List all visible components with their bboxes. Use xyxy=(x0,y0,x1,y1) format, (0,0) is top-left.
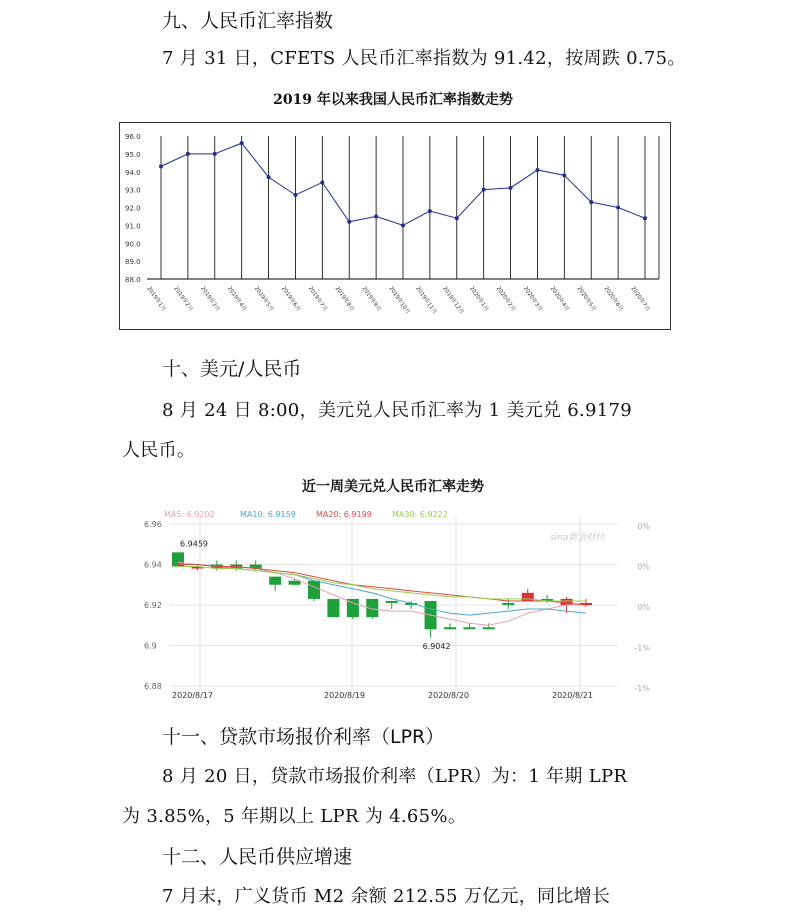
chart1-xtick-label: 2019年1月 xyxy=(145,285,167,313)
chart1-point xyxy=(213,152,217,156)
chart2-watermark: sina新浪财经 xyxy=(550,533,605,543)
chart1-point xyxy=(159,164,163,168)
chart1-ytick-label: 91.0 xyxy=(125,222,141,231)
chart2-low-annotation: 6.9042 xyxy=(422,641,451,651)
chart1-xtick-label: 2019年6月 xyxy=(279,285,302,313)
paragraph-lpr-line1: 8 月 20 日，贷款市场报价利率（LPR）为：1 年期 LPR xyxy=(162,766,628,787)
chart2-candle-body xyxy=(269,577,281,585)
chart1-point xyxy=(482,188,486,192)
usdcny-candlestick-chart xyxy=(140,500,680,700)
chart2-pct-label: 0% xyxy=(637,562,650,572)
chart2-ytick-label: 6.9 xyxy=(144,641,157,651)
chart2-candle-body xyxy=(483,627,495,629)
chart2-candle-body xyxy=(386,601,398,603)
chart1-point xyxy=(535,168,539,172)
chart2-xtick-label: 2020/8/21 xyxy=(552,691,594,700)
chart2-ytick-label: 6.88 xyxy=(144,682,162,691)
chart1-ytick-label: 89.0 xyxy=(125,258,141,267)
chart1-ytick-label: 92.0 xyxy=(125,204,141,213)
chart1-xtick-label: 2019年5月 xyxy=(252,285,275,313)
chart2-title: 近一周美元兑人民币汇率走势 xyxy=(302,479,484,495)
chart1-ytick-label: 90.0 xyxy=(125,240,141,249)
chart2-candle-body xyxy=(561,599,573,605)
chart1-xtick-label: 2019年7月 xyxy=(306,285,328,313)
chart1-xtick-label: 2020年4月 xyxy=(548,285,570,313)
chart1-xtick-label: 2019年4月 xyxy=(226,285,248,313)
chart2-xtick-label: 2020/8/20 xyxy=(428,691,470,700)
chart1-point xyxy=(320,180,324,184)
chart1-point xyxy=(401,223,405,227)
chart1-xtick-label: 2019年8月 xyxy=(333,285,355,313)
chart1-ytick-label: 93.0 xyxy=(125,186,141,195)
chart1-point xyxy=(589,200,593,204)
chart2-legend-ma10: MA10: 6.9159 xyxy=(240,510,296,519)
chart1-point xyxy=(186,152,190,156)
chart1-xtick-label: 2020年2月 xyxy=(494,285,517,313)
chart1-point xyxy=(293,193,297,197)
paragraph-m2-line1: 7 月末，广义货币 M2 余额 212.55 万亿元，同比增长 xyxy=(162,886,611,907)
chart2-xtick-label: 2020/8/19 xyxy=(324,691,366,700)
chart2-high-annotation: 6.9459 xyxy=(180,539,208,549)
chart1-xtick-label: 2019年11月 xyxy=(414,285,438,316)
chart2-pct-label: -1% xyxy=(634,684,650,693)
paragraph-usdcny-line2: 人民币。 xyxy=(122,440,196,461)
chart1-point xyxy=(562,173,566,177)
chart1-xtick-label: 2019年3月 xyxy=(199,285,221,313)
paragraph-cfets: 7 月 31 日，CFETS 人民币汇率指数为 91.42，按周跌 0.75。 xyxy=(162,48,686,69)
chart1-ytick-label: 88.0 xyxy=(125,276,141,284)
chart2-pct-label: 0% xyxy=(637,603,650,612)
chart2-pct-label: 0% xyxy=(637,522,650,531)
chart2-candle-body xyxy=(502,603,514,605)
chart2-candle-body xyxy=(463,627,475,629)
chart1-xtick-label: 2019年12月 xyxy=(441,285,465,316)
chart1-point xyxy=(616,206,620,210)
chart2-candle-body xyxy=(308,581,320,599)
chart2-ytick-label: 6.94 xyxy=(144,560,162,570)
section-heading-10: 十、美元/人民币 xyxy=(162,358,302,380)
chart1-point xyxy=(374,214,378,218)
chart1-point xyxy=(347,220,351,224)
chart2-legend-ma20: MA20: 6.9199 xyxy=(316,510,372,519)
chart1-point xyxy=(509,186,513,190)
chart2-legend-ma30: MA30: 6.9222 xyxy=(392,510,448,519)
cfets-index-chart xyxy=(119,122,671,330)
chart1-xtick-label: 2020年3月 xyxy=(521,285,544,313)
chart1-point xyxy=(643,216,647,220)
chart2-candle-body xyxy=(289,581,301,585)
chart2-legend-ma5: MA5: 6.9202 xyxy=(164,510,215,519)
section-heading-9: 九、人民币汇率指数 xyxy=(162,10,334,32)
chart1-xtick-label: 2019年10月 xyxy=(387,285,411,316)
chart2-xtick-label: 2020/8/17 xyxy=(172,691,214,700)
chart1-xtick-label: 2019年9月 xyxy=(360,285,382,313)
chart1-title: 2019 年以来我国人民币汇率指数走势 xyxy=(273,92,513,108)
section-heading-11: 十一、贷款市场报价利率（LPR） xyxy=(162,726,445,748)
chart1-point xyxy=(240,141,244,145)
chart1-xtick-label: 2020年5月 xyxy=(575,285,597,313)
chart1-point xyxy=(428,209,432,213)
chart1-xtick-label: 2020年1月 xyxy=(468,285,490,313)
chart1-ytick-label: 95.0 xyxy=(125,150,141,159)
section-heading-12: 十二、人民币供应增速 xyxy=(162,846,353,868)
paragraph-usdcny-line1: 8 月 24 日 8:00，美元兑人民币汇率为 1 美元兑 6.9179 xyxy=(162,400,633,421)
chart2-ytick-label: 6.96 xyxy=(144,520,162,529)
chart1-xtick-label: 2019年2月 xyxy=(172,285,194,313)
chart1-point xyxy=(267,175,271,179)
chart2-candle-body xyxy=(444,627,456,629)
chart1-ytick-label: 94.0 xyxy=(125,168,141,177)
chart1-point xyxy=(455,216,459,220)
chart1-xtick-label: 2020年6月 xyxy=(602,285,624,313)
chart2-candle-body xyxy=(327,599,339,617)
chart2-pct-label: -1% xyxy=(634,643,650,653)
chart1-xtick-label: 2020年7月 xyxy=(629,285,651,313)
chart2-ytick-label: 6.92 xyxy=(144,601,162,610)
paragraph-lpr-line2: 为 3.85%，5 年期以上 LPR 为 4.65%。 xyxy=(122,806,467,827)
chart1-ytick-label: 96.0 xyxy=(125,133,141,141)
